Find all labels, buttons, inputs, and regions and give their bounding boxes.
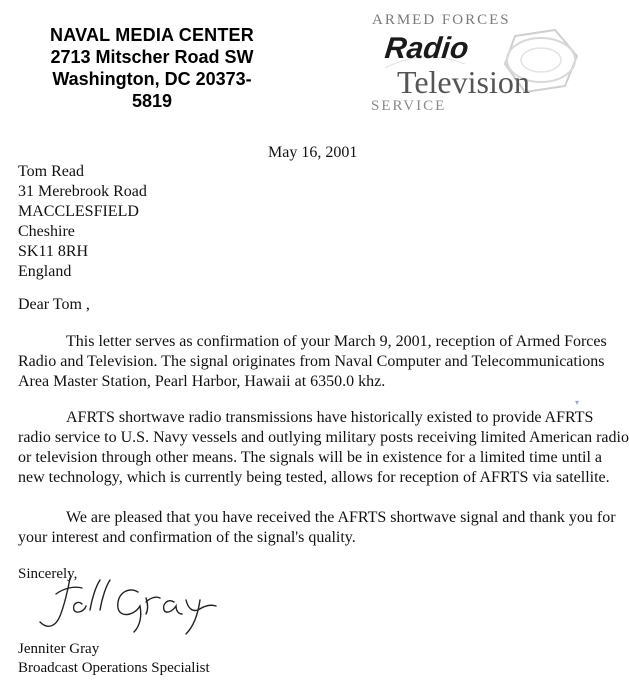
paragraph-line: This letter serves as confirmation of your March 9, 2001, reception of Armed Forces [18,333,607,350]
handwritten-signature [30,570,230,641]
paragraph-line: Area Master Station, Pearl Harbor, Hawaii at 6350.0 khz. [18,373,386,390]
sender-zip-suffix: 5819 [131,91,173,111]
signer-name: Jenniter Gray [18,641,100,657]
logo-radio: Radio [383,32,471,65]
logo-television: Television [397,64,530,100]
sender-city: Washington, DC 20373- [52,69,252,89]
paragraph-line: We are pleased that you have received the AFRTS shortwave signal and thank you for [18,509,616,526]
afrts-logo [365,8,585,116]
closing: Sincerely, [18,566,78,582]
logo-service: SERVICE [371,98,447,114]
paragraph-line: AFRTS shortwave radio transmissions have historically existed to provide AFRTS [18,409,594,426]
paragraph-history [18,408,629,488]
signer-block [18,640,210,678]
paragraph-line: or television through other means. The signals will be in existence for a limited time until a [18,449,603,466]
recipient-line: Cheshire [18,223,75,240]
recipient-line: Tom Read [18,163,84,180]
recipient-line: SK11 8RH [18,243,89,260]
paragraph-thanks [18,508,618,548]
signature-icon [30,570,230,636]
sender-street: 2713 Mitscher Road SW [50,47,254,67]
stray-mark: ▾ [575,398,580,407]
recipient-address [18,162,147,282]
recipient-line: England [18,263,72,280]
paragraph-line: Radio and Television. The signal originates from Naval Computer and Telecommunications [18,353,605,370]
logo-armed-forces: ARMED FORCES [372,12,511,28]
salutation: Dear Tom , [18,296,90,313]
sender-name: NAVAL MEDIA CENTER [50,25,254,45]
signer-title: Broadcast Operations Specialist [18,660,210,676]
sender-block [22,24,282,112]
paragraph-line: your interest and confirmation of the signal's quality. [18,529,356,546]
paragraph-line: new technology, which is currently being tested, allows for reception of AFRTS via satellite. [18,469,610,486]
recipient-line: 31 Merebrook Road [18,183,147,200]
paragraph-confirmation [18,332,618,392]
letter-date: May 16, 2001 [268,144,358,161]
paragraph-line: radio service to U.S. Navy vessels and outlying military posts receiving limited American radio [18,429,629,446]
recipient-line: MACCLESFIELD [18,203,139,220]
